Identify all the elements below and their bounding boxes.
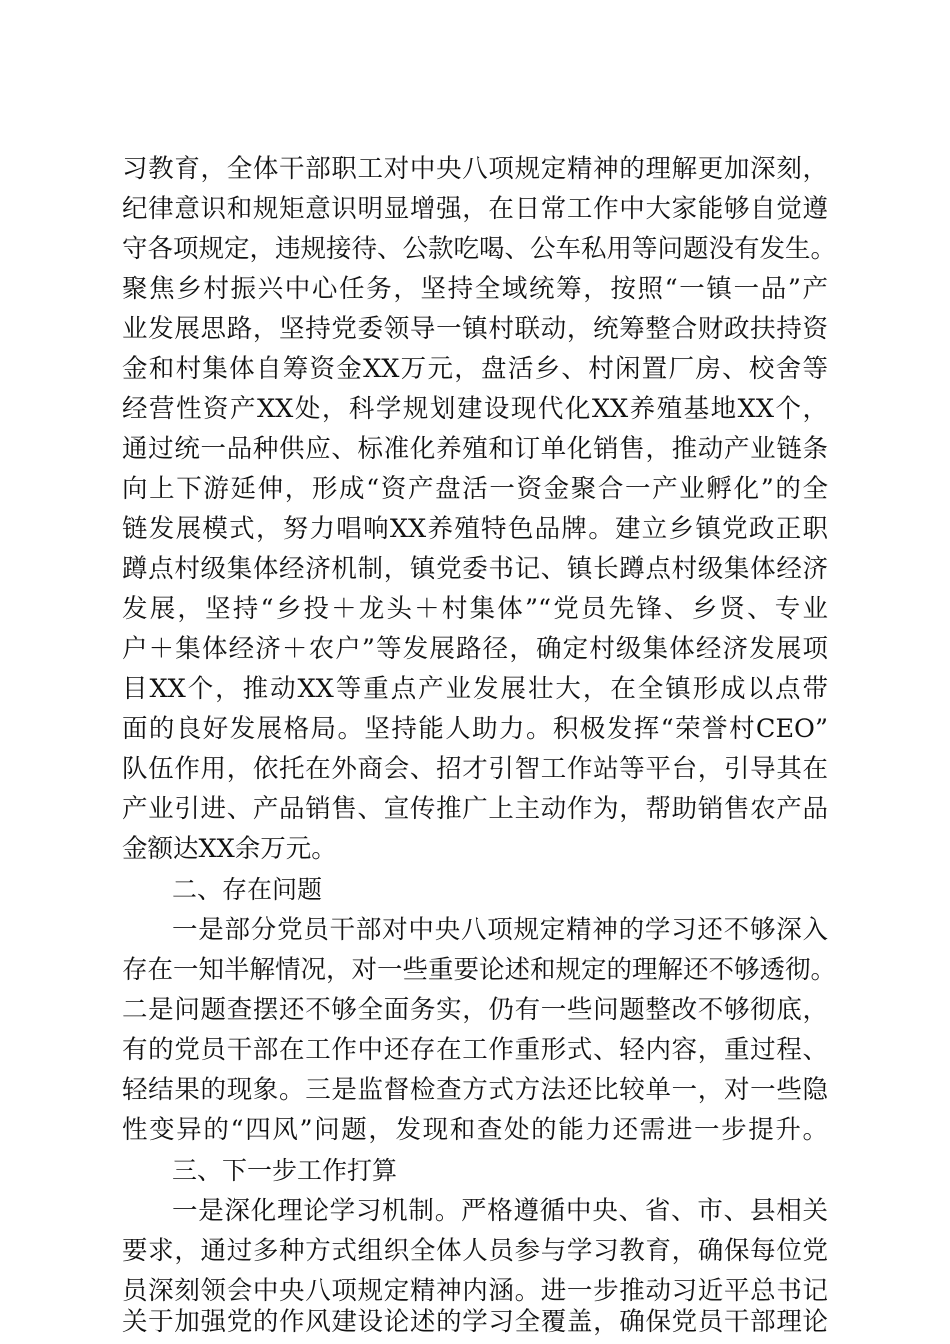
body-text-line: 要求，通过多种方式组织全体人员参与学习教育，确保每位党 <box>122 1236 828 1266</box>
body-text-line: 目XX个，推动XX等重点产业发展壮大，在全镇形成以点带 <box>122 674 828 704</box>
body-text-line: 一是深化理论学习机制。严格遵循中央、省、市、县相关 <box>172 1196 828 1226</box>
body-text-line: 业发展思路，坚持党委领导一镇村联动，统筹整合财政扶持资 <box>122 314 828 344</box>
body-text-line: 经营性资产XX处，科学规划建设现代化XX养殖基地XX个， <box>122 394 828 424</box>
body-text-line: 习教育，全体干部职工对中央八项规定精神的理解更加深刻， <box>122 154 828 184</box>
body-text-line: 户＋集体经济＋农户”等发展路径，确定村级集体经济发展项 <box>122 634 828 664</box>
body-text-line: 性变异的“四风”问题，发现和查处的能力还需进一步提升。 <box>122 1115 828 1145</box>
body-text-line: 产业引进、产品销售、宣传推广上主动作为，帮助销售农产品 <box>122 794 828 824</box>
body-text-line: 面的良好发展格局。坚持能人助力。积极发挥“荣誉村CEO” <box>122 714 828 744</box>
body-text-line: 队伍作用，依托在外商会、招才引智工作站等平台，引导其在 <box>122 754 828 784</box>
body-text-line: 金和村集体自筹资金XX万元，盘活乡、村闲置厂房、校舍等 <box>122 354 828 384</box>
body-text-line: 通过统一品种供应、标准化养殖和订单化销售，推动产业链条 <box>122 434 828 464</box>
body-text-line: 纪律意识和规矩意识明显增强，在日常工作中大家能够自觉遵 <box>122 194 828 224</box>
body-text-line: 金额达XX余万元。 <box>122 834 337 864</box>
body-text-line: 守各项规定，违规接待、公款吃喝、公车私用等问题没有发生。 <box>122 234 837 264</box>
body-text-line: 关于加强党的作风建设论述的学习全覆盖，确保党员干部理论 <box>122 1307 828 1337</box>
body-text-line: 一是部分党员干部对中央八项规定精神的学习还不够深入 <box>172 915 828 945</box>
body-text-line: 有的党员干部在工作中还存在工作重形式、轻内容，重过程、 <box>122 1035 828 1065</box>
body-text-line: 轻结果的现象。三是监督检查方式方法还比较单一，对一些隐 <box>122 1075 828 1105</box>
body-text-line: 聚焦乡村振兴中心任务，坚持全域统筹，按照“一镇一品”产 <box>122 274 828 304</box>
body-text-line: 员深刻领会中央八项规定精神内涵。进一步推动习近平总书记 <box>122 1276 828 1306</box>
body-text-line: 链发展模式，努力唱响XX养殖特色品牌。建立乡镇党政正职 <box>122 514 828 544</box>
section-heading-next-steps: 三、下一步工作打算 <box>172 1156 398 1185</box>
body-text-line: 二是问题查摆还不够全面务实，仍有一些问题整改不够彻底， <box>122 995 828 1025</box>
body-text-line: 存在一知半解情况，对一些重要论述和规定的理解还不够透彻。 <box>122 955 837 985</box>
body-text-line: 发展，坚持“乡投＋龙头＋村集体”“党员先锋、乡贤、专业 <box>122 594 828 624</box>
body-text-line: 向上下游延伸，形成“资产盘活一资金聚合一产业孵化”的全 <box>122 474 828 504</box>
body-text-line: 蹲点村级集体经济机制，镇党委书记、镇长蹲点村级集体经济 <box>122 554 828 584</box>
section-heading-problems: 二、存在问题 <box>172 875 323 904</box>
